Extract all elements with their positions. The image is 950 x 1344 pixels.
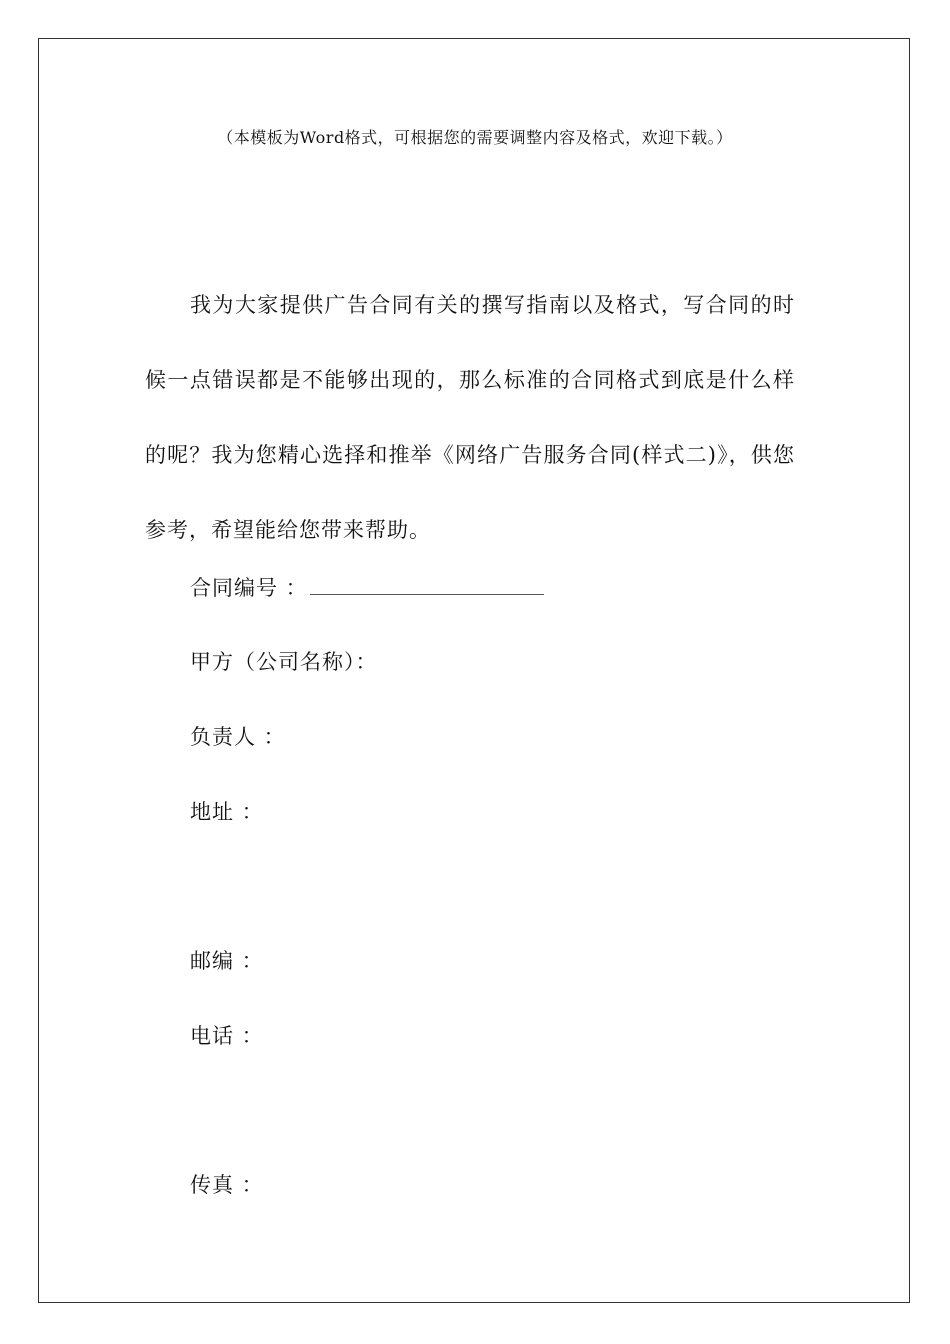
contract-number-line (190, 572, 544, 603)
postcode-label: 邮编 ： (190, 949, 264, 973)
page-border (38, 38, 910, 1303)
person-in-charge-label: 负责人 ： (190, 725, 286, 749)
address-label: 地址 ： (190, 800, 264, 824)
contract-number-blank[interactable] (310, 572, 544, 595)
intro-paragraph: 我为大家提供广告合同有关的撰写指南以及格式，写合同的时候一点错误都是不能够出现的，那么标准的合同格式到底是什么样的呢？我为您精心选择和推举《网络广告服务合同(样式二)》，供您参考，希望能给您带来帮助。 (145, 293, 795, 542)
party-a-label: 甲方（公司名称）： (190, 650, 378, 674)
phone-label: 电话 ： (190, 1024, 264, 1048)
template-note: （本模板为Word格式，可根据您的需要调整内容及格式，欢迎下载。） (217, 128, 733, 147)
fax-label: 传真 ： (190, 1173, 264, 1197)
contract-number-label: 合同编号 ： (190, 576, 308, 600)
